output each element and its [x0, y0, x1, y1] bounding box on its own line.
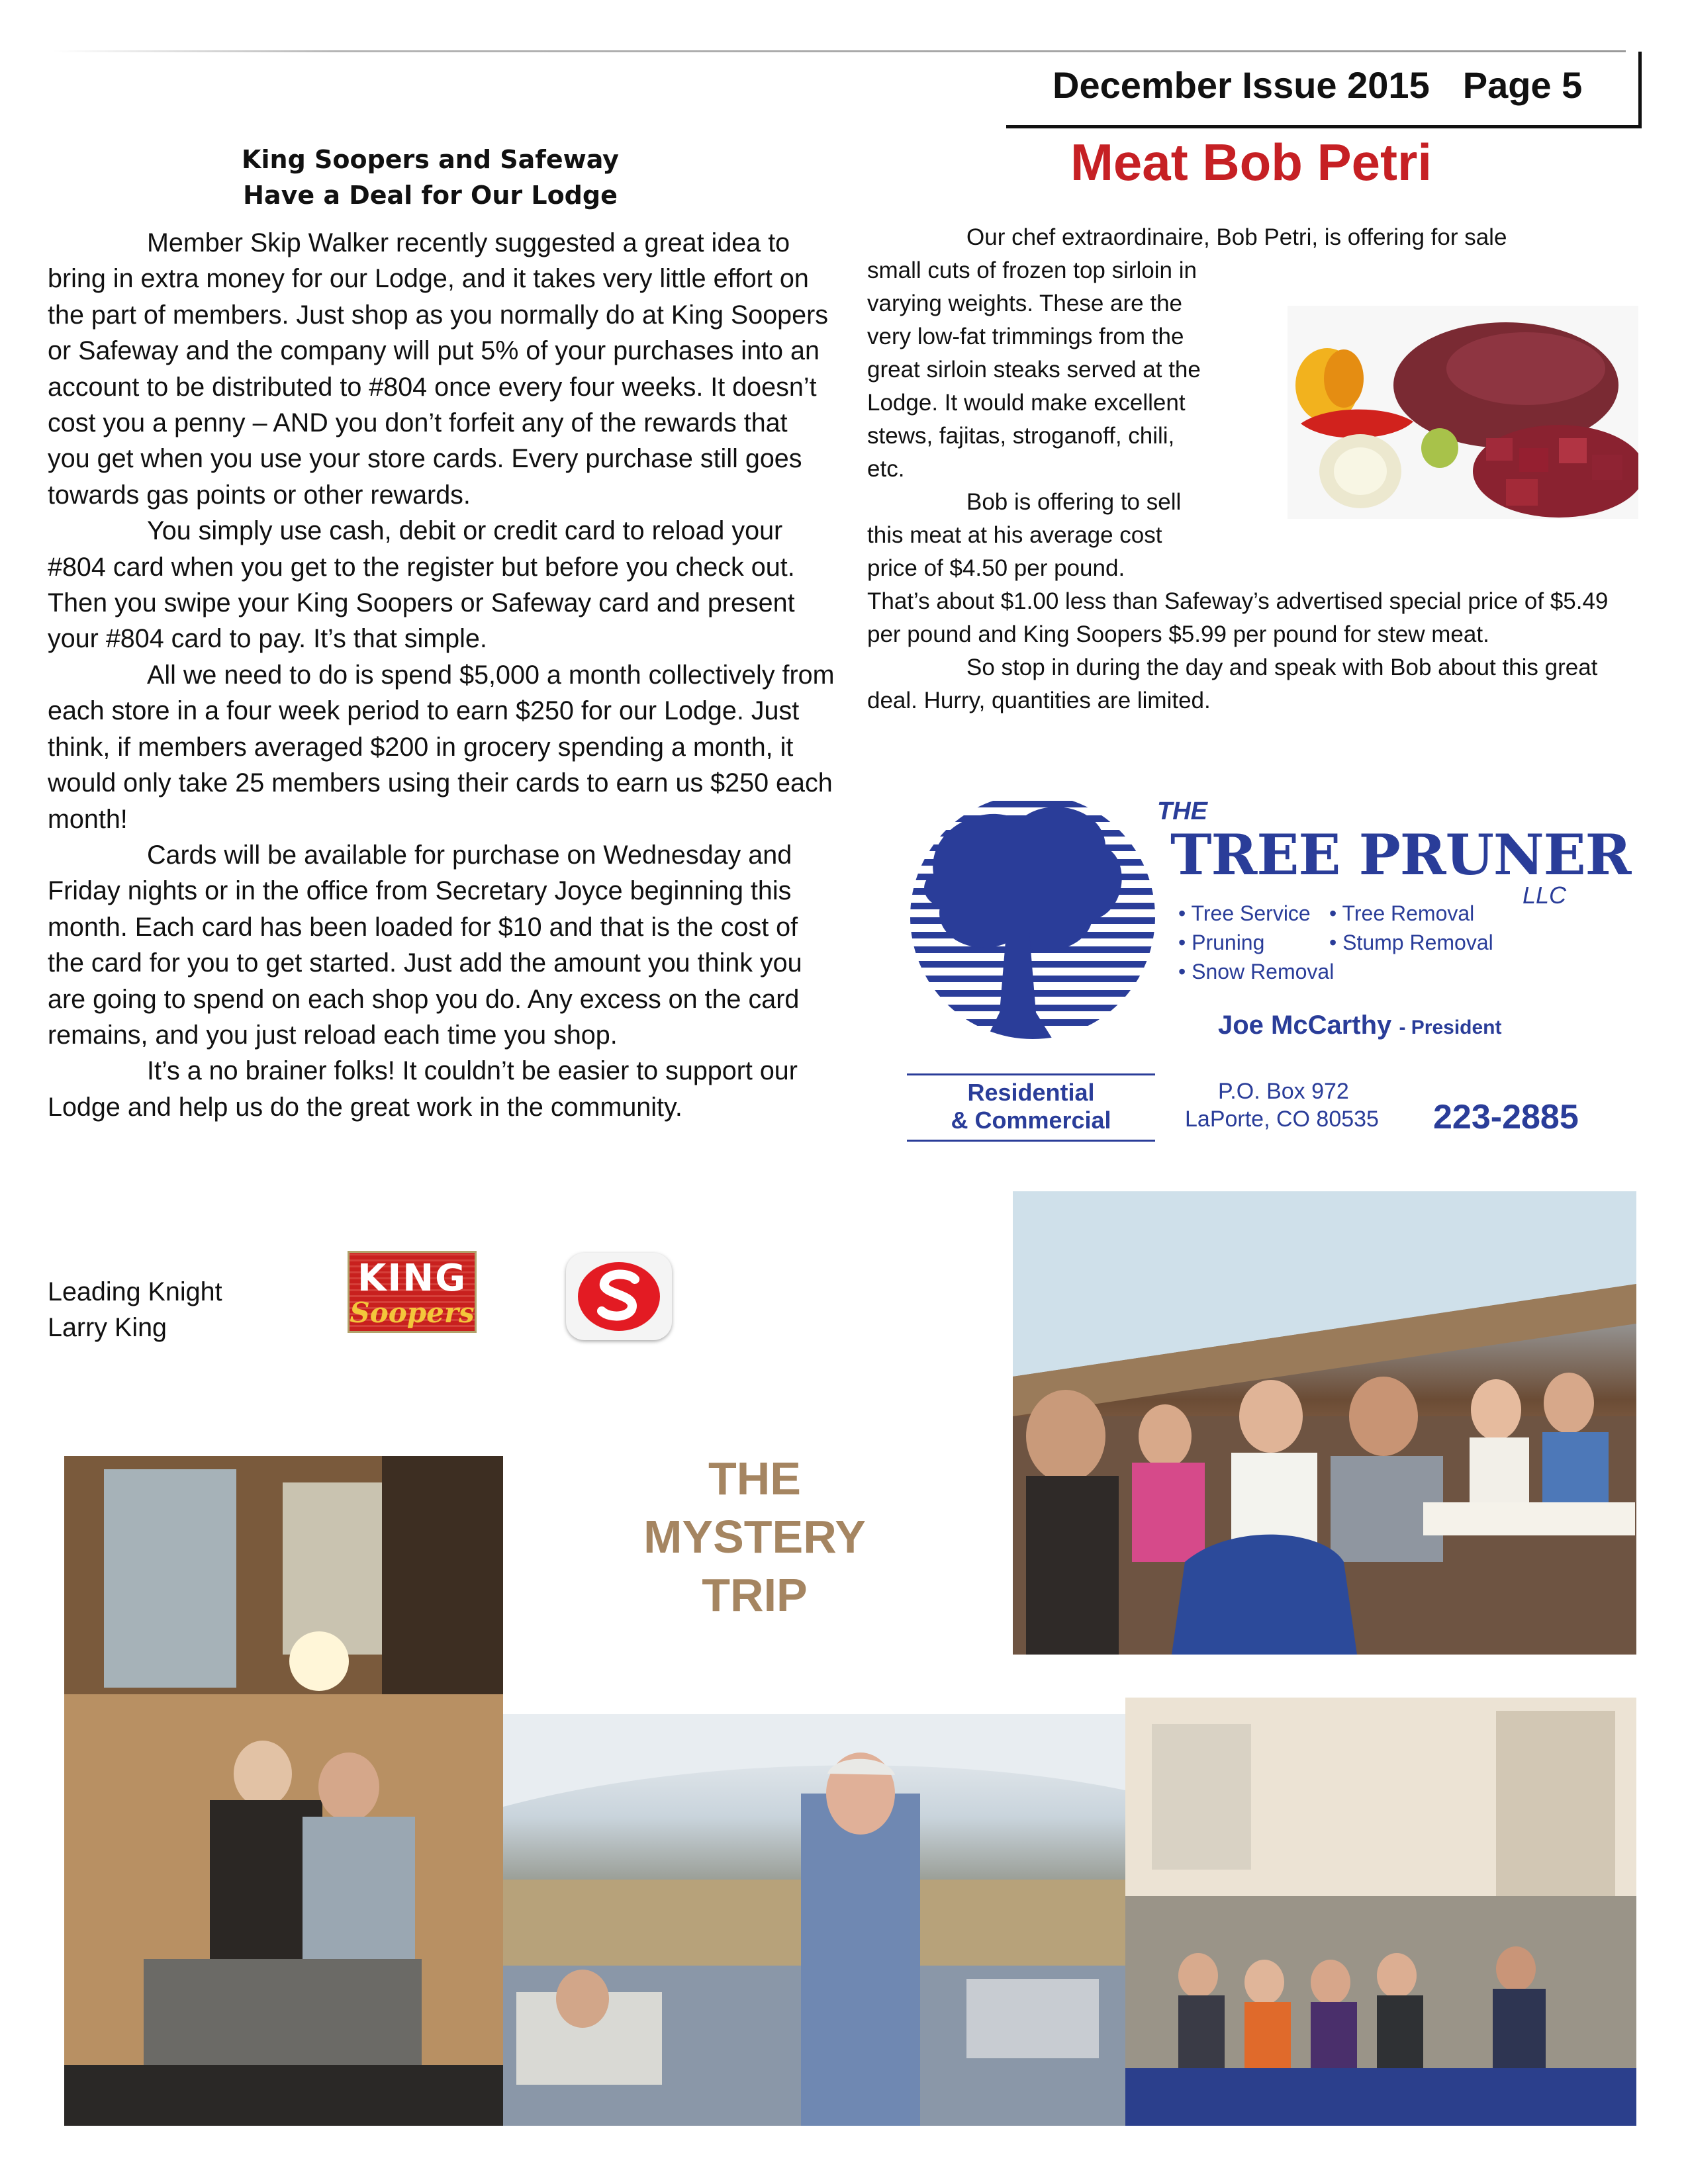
left-paragraph: You simply use cash, debit or credit card to reload your #804 card when you get to the register but before you check out. Then you swipe your King Soopers or Safeway card and present your #804 card to pay. It’s that simple.	[48, 516, 795, 654]
right-line: stews, fajitas, stroganoff, chili,	[867, 423, 1175, 449]
ad-phone: 223-2885	[1433, 1098, 1579, 1136]
right-paragraph-1-start: Our chef extraordinaire, Bob Petri, is offering for sale	[966, 224, 1507, 250]
ad-llc-label: LLC	[1523, 882, 1567, 909]
right-line: this meat at his average cost	[867, 522, 1162, 548]
left-article-heading	[192, 142, 669, 213]
right-line: varying weights. These are the	[867, 291, 1183, 316]
ad-company-name: TREE PRUNER	[1170, 822, 1631, 887]
group-on-bench-image	[1125, 1698, 1636, 2126]
left-paragraph: All we need to do is spend $5,000 a month collectively from each store in a four week period to earn $250 for our Lodge. Just think, if members averaged $200 in grocery spending a month, it would only take 25 members using their cards to earn us $250 each month!	[48, 660, 835, 834]
group-at-table-image	[1013, 1191, 1636, 1655]
ad-the-label: THE	[1157, 797, 1207, 825]
right-line: price of $4.50 per pound.	[867, 555, 1125, 581]
ad-divider	[907, 1073, 1155, 1075]
page-number: Page 5	[1462, 64, 1583, 106]
ad-service-item: • Tree Removal	[1329, 901, 1475, 925]
ad-type-line1: Residential	[967, 1079, 1095, 1106]
king-soopers-logo	[348, 1251, 477, 1333]
man-in-observation-car-photo	[503, 1714, 1140, 2126]
ad-service-item: • Tree Service	[1178, 901, 1311, 925]
issue-header	[1053, 64, 1582, 107]
mystery-line: TRIP	[702, 1569, 808, 1621]
left-heading-line1: King Soopers and Safeway	[242, 145, 619, 174]
standing-man-image	[503, 1714, 1140, 2126]
meat-and-vegetables-image	[1288, 306, 1638, 519]
issue-date: December Issue 2015	[1053, 64, 1430, 106]
left-heading-line2: Have a Deal for Our Lodge	[243, 181, 618, 210]
mystery-line: THE	[708, 1453, 801, 1504]
tree-pruner-ad	[907, 788, 1631, 1145]
right-paragraph-2-rest: That’s about $1.00 less than Safeway’s advertised special price of $5.49 per pound and King Soopers $5.99 per pound for stew meat.	[867, 588, 1609, 647]
right-paragraph-2-start: Bob is offering to sell	[966, 489, 1182, 515]
right-paragraph-3: So stop in during the day and speak with Bob about this great deal. Hurry, quantities are limited.	[867, 655, 1598, 713]
ad-service-item: • Snow Removal	[1178, 960, 1335, 983]
station-waiting-room-photo	[1125, 1698, 1636, 2126]
right-line: great sirloin steaks served at the	[867, 357, 1201, 383]
signoff-title: Leading Knight	[48, 1277, 222, 1306]
right-line: small cuts of frozen top sirloin in	[867, 257, 1197, 283]
ad-service-item: • Stump Removal	[1329, 931, 1493, 954]
signoff-name: Larry King	[48, 1313, 167, 1342]
mystery-trip-heading	[596, 1449, 914, 1624]
ad-president-name: Joe McCarthy	[1218, 1011, 1392, 1040]
right-line: very low-fat trimmings from the	[867, 324, 1184, 349]
couple-at-station-photo	[64, 1456, 503, 2126]
mystery-line: MYSTERY	[643, 1511, 866, 1563]
right-line: Lodge. It would make excellent	[867, 390, 1186, 416]
ad-president	[1218, 1011, 1501, 1040]
ad-president-title: - President	[1399, 1017, 1502, 1038]
left-paragraph: Member Skip Walker recently suggested a great idea to bring in extra money for our Lodge, and it takes very little effort on the part of members. Just shop as you normally do at King Soopers or Safeway and the company will put 5% of your purchases into an account to be distributed to #804 once every four weeks. It doesn’t cost you a penny – AND you don’t forfeit any of the rewards that you get when you use your store cards. Every purchase still goes towards gas points or other rewards.	[48, 228, 829, 510]
king-logo-text: KING	[357, 1257, 467, 1300]
ad-divider	[907, 1140, 1155, 1142]
ad-type-line2: & Commercial	[951, 1107, 1111, 1134]
ad-address-line2: LaPorte, CO 80535	[1185, 1107, 1379, 1132]
safeway-logo	[566, 1253, 672, 1340]
left-article-body	[48, 225, 835, 1125]
left-paragraph: Cards will be available for purchase on Wednesday and Friday nights or in the office from Secretary Joyce beginning this month. Each card has been loaded for $10 and that is the cost of the card for you to get started. Just add the amount you think you are going to spend on each shop you do. Any excess on the card remains, and you just reload each time you shop.	[48, 840, 802, 1050]
safeway-s-icon	[566, 1253, 672, 1340]
left-paragraph: It’s a no brainer folks! It couldn’t be easier to support our Lodge and help us do the great work in the community.	[48, 1056, 798, 1122]
ad-address-line1: P.O. Box 972	[1218, 1079, 1349, 1104]
right-article-title: Meat Bob Petri	[1070, 133, 1432, 191]
soopers-logo-text: Soopers	[350, 1297, 475, 1329]
signoff	[48, 1274, 222, 1345]
train-dining-car-photo	[1013, 1191, 1636, 1655]
ad-service-item: • Pruning	[1178, 931, 1265, 954]
right-line: etc.	[867, 456, 905, 482]
tree-logo-icon	[907, 788, 1172, 1072]
seated-couple-image	[64, 1456, 503, 2126]
meat-photo	[1288, 306, 1638, 519]
